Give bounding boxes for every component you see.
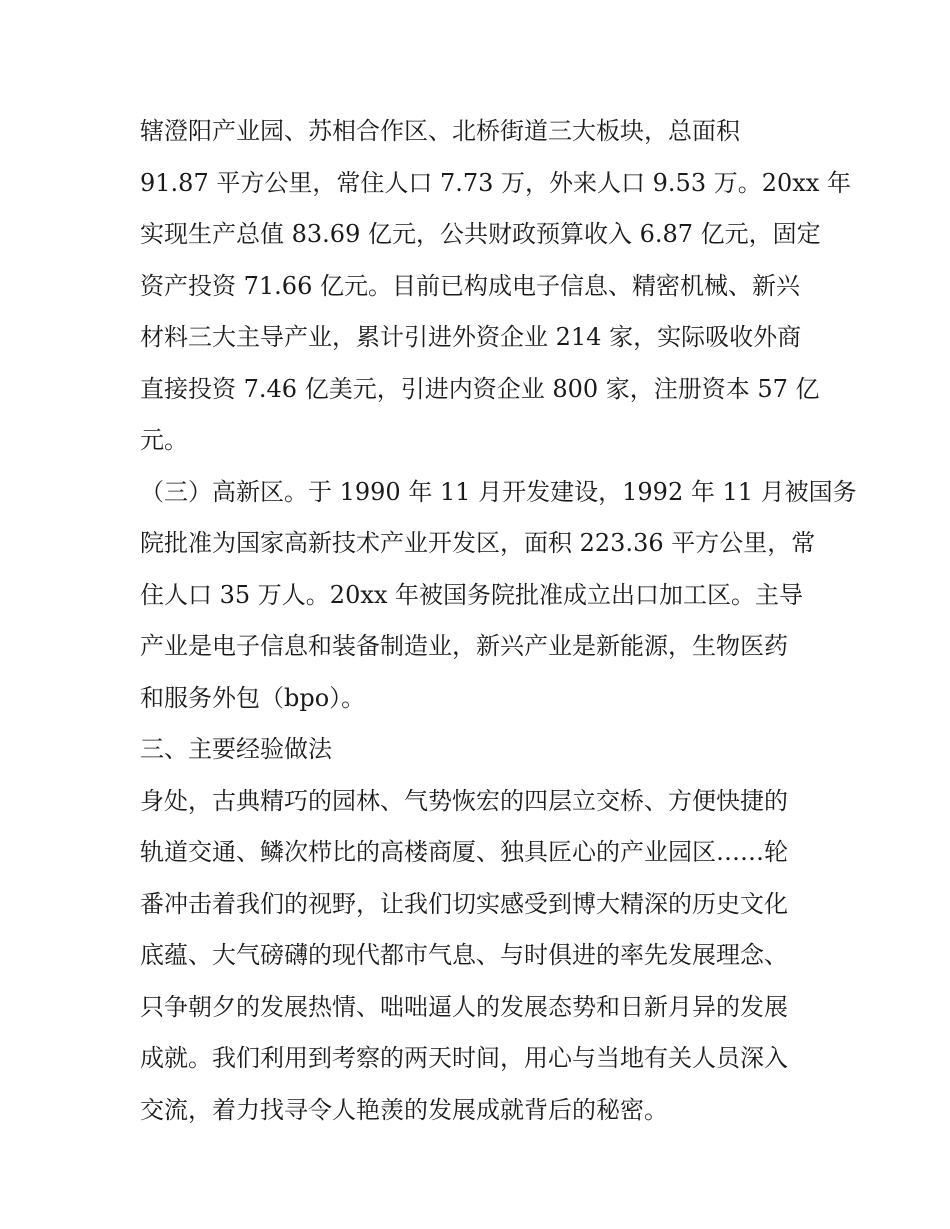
text-line-18: 只争朝夕的发展热情、咄咄逼人的发展态势和日新月异的发展 [140, 992, 788, 1021]
text-line-17: 底蕴、大气磅礴的现代都市气息、与时俱进的率先发展理念、 [140, 941, 788, 969]
text-line-3: 实现生产总值 83.69 亿元，公共财政预算收入 6.87 亿元，固定 [140, 220, 821, 248]
text-line-10: 住人口 35 万人。20xx 年被国务院批准成立出口加工区。主导 [140, 580, 804, 609]
text-line-16: 番冲击着我们的视野，让我们切实感受到博大精深的历史文化 [140, 889, 788, 918]
text-line-11: 产业是电子信息和装备制造业，新兴产业是新能源，生物医药 [140, 632, 788, 660]
text-line-4: 资产投资 71.66 亿元。目前已构成电子信息、精密机械、新兴 [140, 271, 800, 300]
text-line-7: 元。 [140, 426, 188, 454]
text-line-19: 成就。我们利用到考察的两天时间，用心与当地有关人员深入 [140, 1044, 788, 1072]
text-line-20: 交流，着力找寻令人艳羡的发展成就背后的秘密。 [140, 1095, 668, 1124]
body-text [140, 106, 857, 1136]
text-line-15: 轨道交通、鳞次栉比的高楼商厦、独具匠心的产业园区……轮 [140, 838, 788, 866]
section-heading-main-experience: 三、主要经验做法 [140, 735, 332, 763]
text-line-12: 和服务外包（bpo）。 [140, 683, 366, 712]
text-line-1: 辖澄阳产业园、苏相合作区、北桥街道三大板块，总面积 [140, 117, 740, 145]
text-line-6: 直接投资 7.46 亿美元，引进内资企业 800 家，注册资本 57 亿 [140, 374, 820, 403]
text-line-5: 材料三大主导产业，累计引进外资企业 214 家，实际吸收外商 [140, 323, 802, 351]
section-heading-high-tech-zone: （三）高新区。于 1990 年 11 月开发建设，1992 年 11 月被国务 [140, 477, 857, 506]
text-line-2: 91.87 平方公里，常住人口 7.73 万，外来人口 9.53 万。20xx 年 [140, 168, 851, 197]
text-line-14: 身处，古典精巧的园林、气势恢宏的四层立交桥、方便快捷的 [140, 786, 788, 815]
text-line-9: 院批准为国家高新技术产业开发区，面积 223.36 平方公里，常 [140, 529, 816, 557]
